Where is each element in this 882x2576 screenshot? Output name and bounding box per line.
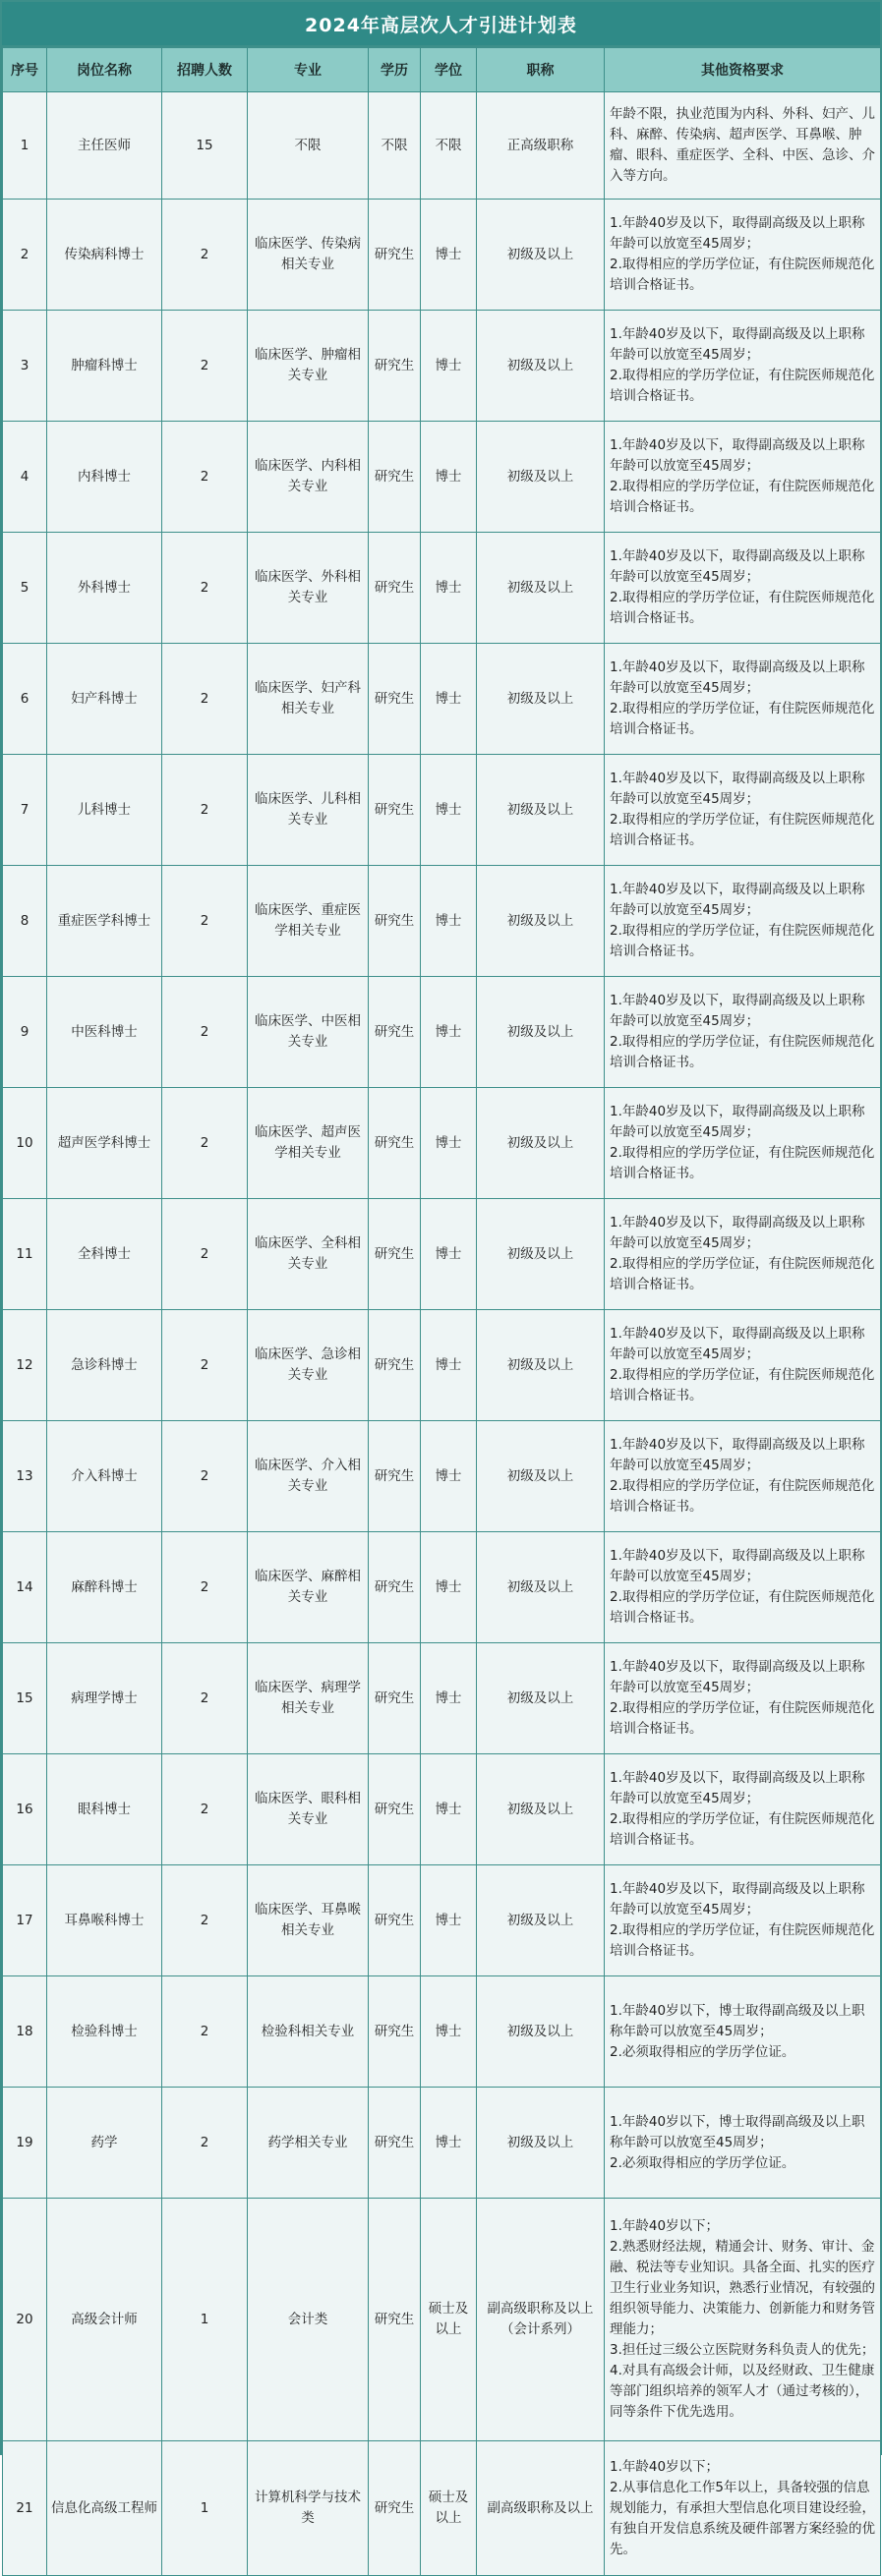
cell-no: 7 — [3, 755, 47, 866]
cell-no: 12 — [3, 1310, 47, 1421]
cell-no: 20 — [3, 2199, 47, 2441]
cell-count: 1 — [162, 2199, 248, 2441]
cell-post: 全科博士 — [47, 1199, 162, 1310]
cell-title: 初级及以上 — [477, 644, 605, 755]
cell-degree: 博士 — [421, 533, 477, 644]
cell-requirements: 年龄不限，执业范围为内科、外科、妇产、儿科、麻醉、传染病、超声医学、耳鼻喉、肿瘤、眼科、重症医学、全科、中医、急诊、介入等方向。 — [605, 92, 881, 200]
cell-requirements: 1.年龄40岁及以下，取得副高级及以上职称年龄可以放宽至45周岁； 2.取得相应的学历学位证，有住院医师规范化培训合格证书。 — [605, 1088, 881, 1199]
cell-major: 药学相关专业 — [248, 2088, 369, 2199]
cell-post: 主任医师 — [47, 92, 162, 200]
cell-no: 19 — [3, 2088, 47, 2199]
cell-title: 初级及以上 — [477, 422, 605, 533]
table-row — [3, 2088, 881, 2199]
cell-count: 2 — [162, 311, 248, 422]
cell-no: 10 — [3, 1088, 47, 1199]
cell-requirements: 1.年龄40岁及以下，取得副高级及以上职称年龄可以放宽至45周岁； 2.取得相应的学历学位证，有住院医师规范化培训合格证书。 — [605, 977, 881, 1088]
cell-count: 1 — [162, 2441, 248, 2576]
cell-degree: 硕士及以上 — [421, 2441, 477, 2576]
cell-count: 2 — [162, 1754, 248, 1865]
cell-education: 不限 — [369, 92, 421, 200]
cell-degree: 博士 — [421, 200, 477, 311]
cell-post: 妇产科博士 — [47, 644, 162, 755]
cell-degree: 博士 — [421, 866, 477, 977]
cell-education: 研究生 — [369, 755, 421, 866]
cell-requirements: 1.年龄40岁以下； 2.熟悉财经法规，精通会计、财务、审计、金融、税法等专业知识。具备全面、扎实的医疗卫生行业业务知识，熟悉行业情况，有较强的组织领导能力、决策能力、创新能力和财务管理能力； 3.担任过三级公立医院财务科负责人的优先； 4.对具有高级会计师，以及经财政、卫生健康等部门组织培养的领军人才（通过考核的），同等条件下优先选用。 — [605, 2199, 881, 2441]
cell-requirements: 1.年龄40岁及以下，取得副高级及以上职称年龄可以放宽至45周岁； 2.取得相应的学历学位证，有住院医师规范化培训合格证书。 — [605, 422, 881, 533]
cell-requirements: 1.年龄40岁及以下，取得副高级及以上职称年龄可以放宽至45周岁； 2.取得相应的学历学位证，有住院医师规范化培训合格证书。 — [605, 1754, 881, 1865]
table-row — [3, 644, 881, 755]
table-row — [3, 866, 881, 977]
cell-degree: 博士 — [421, 1643, 477, 1754]
cell-count: 2 — [162, 200, 248, 311]
table-row — [3, 1754, 881, 1865]
header-row — [3, 48, 881, 92]
cell-no: 17 — [3, 1865, 47, 1976]
cell-degree: 博士 — [421, 1976, 477, 2088]
cell-title: 初级及以上 — [477, 1532, 605, 1643]
cell-major: 临床医学、介入相关专业 — [248, 1421, 369, 1532]
table-row — [3, 1643, 881, 1754]
table-row — [3, 311, 881, 422]
cell-education: 研究生 — [369, 2088, 421, 2199]
cell-requirements: 1.年龄40岁及以下，取得副高级及以上职称年龄可以放宽至45周岁； 2.取得相应的学历学位证，有住院医师规范化培训合格证书。 — [605, 200, 881, 311]
cell-major: 临床医学、妇产科相关专业 — [248, 644, 369, 755]
cell-degree: 博士 — [421, 1088, 477, 1199]
cell-no: 13 — [3, 1421, 47, 1532]
cell-post: 眼科博士 — [47, 1754, 162, 1865]
cell-title: 初级及以上 — [477, 977, 605, 1088]
cell-requirements: 1.年龄40岁及以下，取得副高级及以上职称年龄可以放宽至45周岁； 2.取得相应的学历学位证，有住院医师规范化培训合格证书。 — [605, 311, 881, 422]
cell-post: 病理学博士 — [47, 1643, 162, 1754]
cell-title: 初级及以上 — [477, 1310, 605, 1421]
table-row — [3, 422, 881, 533]
cell-education: 研究生 — [369, 1754, 421, 1865]
cell-no: 6 — [3, 644, 47, 755]
header-title: 职称 — [477, 48, 605, 92]
cell-education: 研究生 — [369, 1532, 421, 1643]
cell-requirements: 1.年龄40岁及以下，取得副高级及以上职称年龄可以放宽至45周岁； 2.取得相应的学历学位证，有住院医师规范化培训合格证书。 — [605, 755, 881, 866]
cell-no: 14 — [3, 1532, 47, 1643]
table-row — [3, 200, 881, 311]
cell-education: 研究生 — [369, 2199, 421, 2441]
cell-no: 5 — [3, 533, 47, 644]
cell-education: 研究生 — [369, 311, 421, 422]
cell-major: 临床医学、急诊相关专业 — [248, 1310, 369, 1421]
cell-title: 初级及以上 — [477, 1754, 605, 1865]
cell-major: 临床医学、中医相关专业 — [248, 977, 369, 1088]
cell-major: 临床医学、肿瘤相关专业 — [248, 311, 369, 422]
cell-degree: 博士 — [421, 311, 477, 422]
cell-education: 研究生 — [369, 1310, 421, 1421]
header-requirements: 其他资格要求 — [605, 48, 881, 92]
cell-major: 临床医学、全科相关专业 — [248, 1199, 369, 1310]
cell-degree: 博士 — [421, 1532, 477, 1643]
table-row — [3, 2441, 881, 2576]
cell-title: 初级及以上 — [477, 1976, 605, 2088]
table-body — [3, 92, 881, 2576]
cell-count: 2 — [162, 1421, 248, 1532]
cell-major: 临床医学、麻醉相关专业 — [248, 1532, 369, 1643]
cell-requirements: 1.年龄40岁及以下，取得副高级及以上职称年龄可以放宽至45周岁； 2.取得相应的学历学位证，有住院医师规范化培训合格证书。 — [605, 1865, 881, 1976]
cell-title: 副高级职称及以上（会计系列） — [477, 2199, 605, 2441]
cell-degree: 博士 — [421, 2088, 477, 2199]
cell-count: 2 — [162, 422, 248, 533]
cell-post: 信息化高级工程师 — [47, 2441, 162, 2576]
header-post: 岗位名称 — [47, 48, 162, 92]
cell-no: 15 — [3, 1643, 47, 1754]
cell-requirements: 1.年龄40岁及以下，取得副高级及以上职称年龄可以放宽至45周岁； 2.取得相应的学历学位证，有住院医师规范化培训合格证书。 — [605, 1532, 881, 1643]
cell-major: 临床医学、儿科相关专业 — [248, 755, 369, 866]
cell-post: 超声医学科博士 — [47, 1088, 162, 1199]
cell-count: 2 — [162, 533, 248, 644]
cell-requirements: 1.年龄40岁及以下，取得副高级及以上职称年龄可以放宽至45周岁； 2.取得相应的学历学位证，有住院医师规范化培训合格证书。 — [605, 644, 881, 755]
table-row — [3, 2199, 881, 2441]
cell-title: 初级及以上 — [477, 1199, 605, 1310]
cell-count: 15 — [162, 92, 248, 200]
cell-post: 儿科博士 — [47, 755, 162, 866]
table-row — [3, 1976, 881, 2088]
cell-education: 研究生 — [369, 1643, 421, 1754]
cell-count: 2 — [162, 1310, 248, 1421]
cell-no: 18 — [3, 1976, 47, 2088]
cell-no: 11 — [3, 1199, 47, 1310]
table-row — [3, 1088, 881, 1199]
cell-no: 1 — [3, 92, 47, 200]
cell-degree: 博士 — [421, 977, 477, 1088]
cell-count: 2 — [162, 755, 248, 866]
table-row — [3, 1199, 881, 1310]
cell-degree: 博士 — [421, 1754, 477, 1865]
cell-degree: 博士 — [421, 422, 477, 533]
cell-requirements: 1.年龄40岁及以下，取得副高级及以上职称年龄可以放宽至45周岁； 2.取得相应的学历学位证，有住院医师规范化培训合格证书。 — [605, 1310, 881, 1421]
header-degree: 学位 — [421, 48, 477, 92]
cell-post: 介入科博士 — [47, 1421, 162, 1532]
table-row — [3, 1421, 881, 1532]
cell-no: 2 — [3, 200, 47, 311]
table-title: 2024年高层次人才引进计划表 — [2, 2, 880, 47]
cell-requirements: 1.年龄40岁及以下，取得副高级及以上职称年龄可以放宽至45周岁； 2.取得相应的学历学位证，有住院医师规范化培训合格证书。 — [605, 866, 881, 977]
cell-post: 重症医学科博士 — [47, 866, 162, 977]
cell-title: 初级及以上 — [477, 533, 605, 644]
cell-count: 2 — [162, 1088, 248, 1199]
header-education: 学历 — [369, 48, 421, 92]
cell-education: 研究生 — [369, 1088, 421, 1199]
cell-post: 外科博士 — [47, 533, 162, 644]
cell-education: 研究生 — [369, 866, 421, 977]
table-row — [3, 1532, 881, 1643]
cell-title: 初级及以上 — [477, 1421, 605, 1532]
cell-post: 高级会计师 — [47, 2199, 162, 2441]
table-row — [3, 977, 881, 1088]
cell-post: 耳鼻喉科博士 — [47, 1865, 162, 1976]
cell-post: 急诊科博士 — [47, 1310, 162, 1421]
cell-no: 16 — [3, 1754, 47, 1865]
cell-degree: 博士 — [421, 1421, 477, 1532]
cell-no: 8 — [3, 866, 47, 977]
cell-post: 传染病科博士 — [47, 200, 162, 311]
cell-major: 临床医学、耳鼻喉相关专业 — [248, 1865, 369, 1976]
cell-count: 2 — [162, 1532, 248, 1643]
cell-degree: 博士 — [421, 1310, 477, 1421]
header-major: 专业 — [248, 48, 369, 92]
cell-education: 研究生 — [369, 2441, 421, 2576]
cell-education: 研究生 — [369, 1976, 421, 2088]
cell-title: 初级及以上 — [477, 1865, 605, 1976]
cell-title: 初级及以上 — [477, 1643, 605, 1754]
cell-major: 临床医学、病理学相关专业 — [248, 1643, 369, 1754]
cell-title: 初级及以上 — [477, 200, 605, 311]
cell-title: 副高级职称及以上 — [477, 2441, 605, 2576]
table-row — [3, 92, 881, 200]
cell-title: 初级及以上 — [477, 2088, 605, 2199]
cell-requirements: 1.年龄40岁及以下，取得副高级及以上职称年龄可以放宽至45周岁； 2.取得相应的学历学位证，有住院医师规范化培训合格证书。 — [605, 533, 881, 644]
cell-requirements: 1.年龄40岁以下，博士取得副高级及以上职称年龄可以放宽至45周岁； 2.必须取得相应的学历学位证。 — [605, 2088, 881, 2199]
cell-degree: 博士 — [421, 1199, 477, 1310]
cell-requirements: 1.年龄40岁以下，博士取得副高级及以上职称年龄可以放宽至45周岁； 2.必须取得相应的学历学位证。 — [605, 1976, 881, 2088]
cell-post: 内科博士 — [47, 422, 162, 533]
cell-major: 临床医学、超声医学相关专业 — [248, 1088, 369, 1199]
table-row — [3, 755, 881, 866]
cell-count: 2 — [162, 1976, 248, 2088]
cell-post: 检验科博士 — [47, 1976, 162, 2088]
cell-degree: 博士 — [421, 755, 477, 866]
cell-title: 初级及以上 — [477, 1088, 605, 1199]
cell-education: 研究生 — [369, 200, 421, 311]
cell-degree: 博士 — [421, 644, 477, 755]
table-row — [3, 1865, 881, 1976]
cell-education: 研究生 — [369, 533, 421, 644]
header-count: 招聘人数 — [162, 48, 248, 92]
cell-degree: 不限 — [421, 92, 477, 200]
cell-count: 2 — [162, 977, 248, 1088]
cell-major: 不限 — [248, 92, 369, 200]
cell-major: 临床医学、外科相关专业 — [248, 533, 369, 644]
header-no: 序号 — [3, 48, 47, 92]
cell-education: 研究生 — [369, 1865, 421, 1976]
cell-title: 正高级职称 — [477, 92, 605, 200]
cell-post: 中医科博士 — [47, 977, 162, 1088]
cell-requirements: 1.年龄40岁及以下，取得副高级及以上职称年龄可以放宽至45周岁； 2.取得相应的学历学位证，有住院医师规范化培训合格证书。 — [605, 1643, 881, 1754]
cell-count: 2 — [162, 2088, 248, 2199]
cell-education: 研究生 — [369, 644, 421, 755]
cell-degree: 硕士及以上 — [421, 2199, 477, 2441]
cell-major: 临床医学、内科相关专业 — [248, 422, 369, 533]
cell-no: 9 — [3, 977, 47, 1088]
cell-no: 4 — [3, 422, 47, 533]
cell-major: 临床医学、眼科相关专业 — [248, 1754, 369, 1865]
talent-plan-table — [2, 47, 881, 2576]
cell-major: 临床医学、传染病相关专业 — [248, 200, 369, 311]
table-row — [3, 1310, 881, 1421]
cell-no: 21 — [3, 2441, 47, 2576]
cell-major: 会计类 — [248, 2199, 369, 2441]
cell-education: 研究生 — [369, 422, 421, 533]
cell-education: 研究生 — [369, 1421, 421, 1532]
cell-post: 肿瘤科博士 — [47, 311, 162, 422]
cell-education: 研究生 — [369, 1199, 421, 1310]
cell-count: 2 — [162, 1643, 248, 1754]
cell-education: 研究生 — [369, 977, 421, 1088]
table-row — [3, 533, 881, 644]
cell-count: 2 — [162, 1199, 248, 1310]
cell-count: 2 — [162, 644, 248, 755]
cell-count: 2 — [162, 866, 248, 977]
cell-post: 药学 — [47, 2088, 162, 2199]
cell-major: 检验科相关专业 — [248, 1976, 369, 2088]
cell-no: 3 — [3, 311, 47, 422]
cell-requirements: 1.年龄40岁以下； 2.从事信息化工作5年以上，具备较强的信息规划能力，有承担大型信息化项目建设经验，有独自开发信息系统及硬件部署方案经验的优先。 — [605, 2441, 881, 2576]
cell-count: 2 — [162, 1865, 248, 1976]
cell-title: 初级及以上 — [477, 755, 605, 866]
cell-post: 麻醉科博士 — [47, 1532, 162, 1643]
cell-major: 临床医学、重症医学相关专业 — [248, 866, 369, 977]
cell-requirements: 1.年龄40岁及以下，取得副高级及以上职称年龄可以放宽至45周岁； 2.取得相应的学历学位证，有住院医师规范化培训合格证书。 — [605, 1199, 881, 1310]
cell-title: 初级及以上 — [477, 311, 605, 422]
cell-major: 计算机科学与技术类 — [248, 2441, 369, 2576]
cell-requirements: 1.年龄40岁及以下，取得副高级及以上职称年龄可以放宽至45周岁； 2.取得相应的学历学位证，有住院医师规范化培训合格证书。 — [605, 1421, 881, 1532]
cell-degree: 博士 — [421, 1865, 477, 1976]
cell-title: 初级及以上 — [477, 866, 605, 977]
